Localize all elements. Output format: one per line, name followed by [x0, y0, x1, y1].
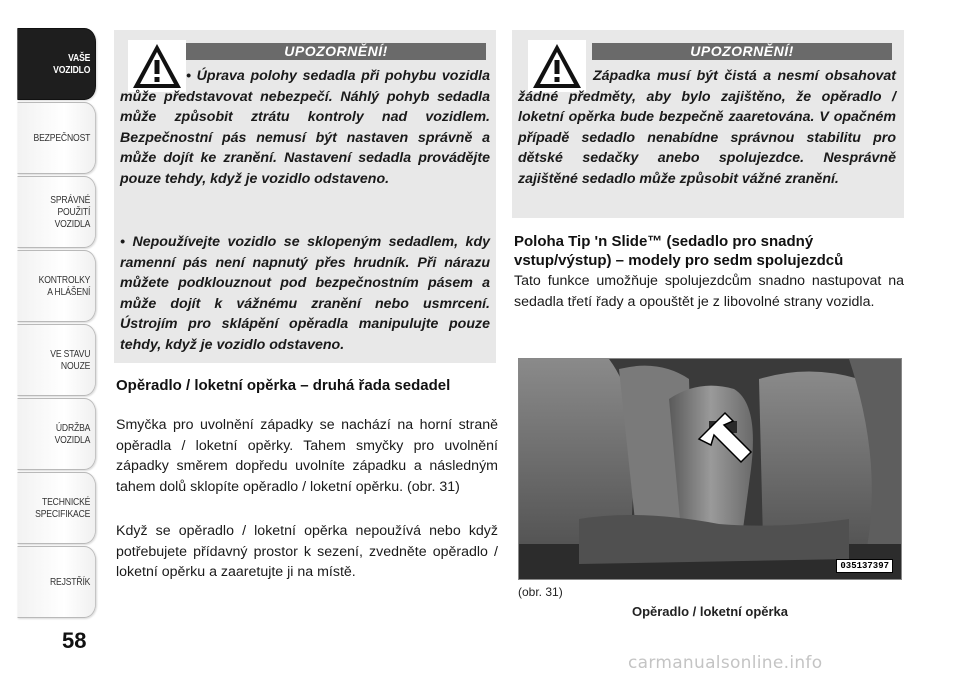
warning-box-right — [512, 30, 904, 218]
seat-photo — [519, 359, 902, 580]
paragraph-raise-armrest: Když se opěradlo / loketní opěrka nepoužívá nebo když potřebujete přídavný prostor k sezení, zvedněte opěradlo / loketní opěrku a zaaretujte ji na místě. — [116, 523, 498, 581]
tab-kontrolky[interactable]: KONTROLKY A HLÁŠENÍ — [17, 250, 96, 322]
tab-rejstrik[interactable]: REJSTŘÍK — [17, 546, 96, 618]
figure-seat-armrest — [518, 358, 902, 580]
tab-ve-stavu-nouze[interactable]: VE STAVU NOUZE — [17, 324, 96, 396]
warning-box-left — [114, 30, 496, 363]
figure-code: 035137397 — [836, 559, 893, 573]
figure-caption: Opěradlo / loketní opěrka — [631, 604, 789, 619]
page-number: 58 — [62, 628, 87, 653]
tab-udrzba[interactable]: ÚDRŽBA VOZIDLA — [17, 398, 96, 470]
section-heading-armrest: Opěradlo / loketní opěrka – druhá řada sedadel — [116, 377, 451, 394]
warning-paragraph-1: • Úprava polohy sedadla při pohybu vozidla může představovat nebezpečí. Náhlý pohyb sedadla může způsobit ztrátu kontroly nad vozidlem. Bezpečnostní pás nemusí být nastaven správně a může dojít ke zranění. Nastavení sedadla provádějte pouze tehdy, když je vozidlo odstaveno. — [120, 68, 490, 187]
section-heading-tip-n-slide: Poloha Tip 'n Slide™ (sedadlo pro snadný vstup/výstup) – modely pro sedm spolujezdců — [514, 233, 844, 269]
warning-title: UPOZORNĚNÍ! — [186, 43, 486, 60]
warning-paragraph: Západka musí být čistá a nesmí obsahovat žádné předměty, aby bylo zajištěno, že opěradlo / loketní opěrka bude bezpečně zaaretována. V opačném případě sedadlo nenabídne správnou stabilitu pro dětské sedačky anebo spolujezdce. Nesprávně zajištěné sedadlo může způsobit vážné zranění. — [518, 68, 896, 187]
warning-paragraph-2: • Nepoužívejte vozidlo se sklopeným sedadlem, kdy ramenní pás není napnutý přes hrudník. Při nárazu můžete podklouznout pod bezpečnostním pásem a může dojít k vážnému zranění nebo usmrcení. Ústrojím pro sklápění opěradla manipulujte pouze tehdy, když je vozidlo odstaveno. — [120, 234, 490, 353]
tab-bezpecnost[interactable]: BEZPEČNOST — [17, 102, 96, 174]
warning-text — [120, 66, 490, 190]
tab-spravne-pouziti[interactable]: SPRÁVNÉ POUŽITÍ VOZIDLA — [17, 176, 96, 248]
paragraph-latch-release: Smyčka pro uvolnění západky se nachází na horní straně opěradla / loketní opěrky. Tahem smyčky pro uvolnění západky směrem dopředu uvolníte západku a následným tahem dolů sklopíte opěradlo / loketní opěrku. (obr. 31) — [116, 417, 498, 495]
paragraph-tip-n-slide: Tato funkce umožňuje spolujezdcům snadno nastupovat na sedadla třetí řady a opouštět je z libovolné strany vozidla. — [514, 273, 904, 310]
watermark: carmanualsonline.info — [628, 653, 823, 673]
figure-label: (obr. 31) — [518, 585, 563, 599]
warning-text — [518, 66, 896, 190]
tab-technicke-specifikace[interactable]: TECHNICKÉ SPECIFIKACE — [17, 472, 96, 544]
warning-title: UPOZORNĚNÍ! — [592, 43, 892, 60]
tab-vase-vozidlo[interactable]: VAŠE VOZIDLO — [17, 28, 96, 100]
